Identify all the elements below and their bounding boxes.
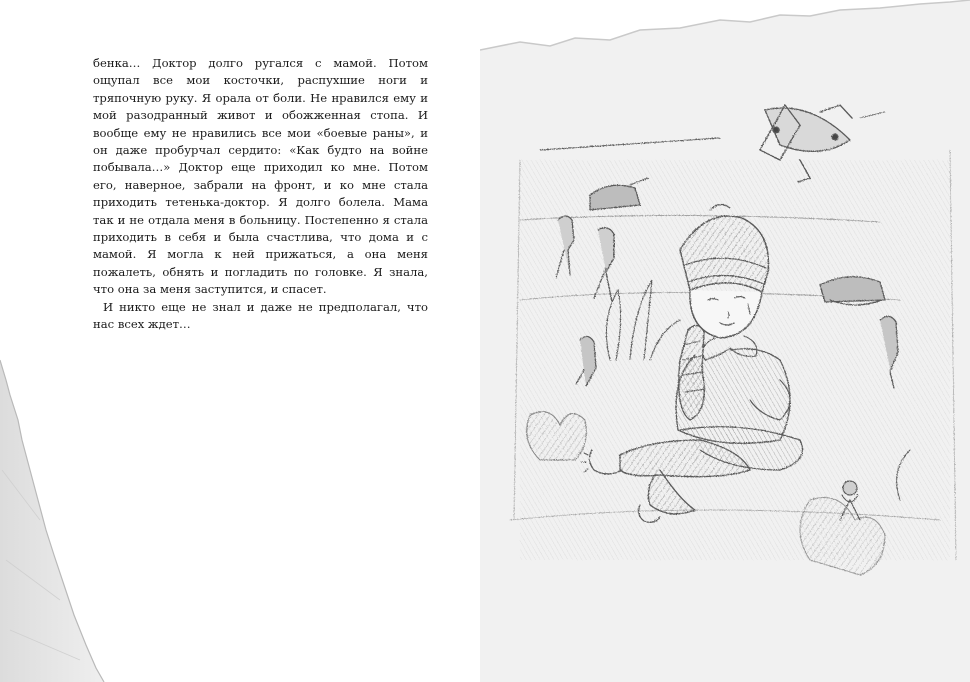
paragraph: И никто еще не знал и даже не предполагал, что нас всех ждет… <box>93 299 428 332</box>
pencil-illustration <box>480 0 970 682</box>
paragraph: бенка… Доктор долго ругался с мамой. Потом ощупал все мои косточки, распухшие ноги и тряпочную руку. Я орала от боли. Не нравился ему и мой разодранный живот и обожженная стопа. И вообще ему не нравились все мои «боевые раны», и он даже пробурчал сердито: «Как будто на войне побывала…» Доктор еще приходил ко мне. Потом его, наверное, забрали на фронт, и ко мне стала приходить тетенька-доктор. Я долго болела. Мама так и не отдала меня в больницу. Постепенно я стала приходить в себя и была счастлива, что дома и с мамой. Я могла к ней прижаться, а она меня пожалеть, обнять и погладить по головке. Я знала, что она за меня заступится, и спасет. <box>93 56 428 297</box>
text-page <box>93 55 428 334</box>
